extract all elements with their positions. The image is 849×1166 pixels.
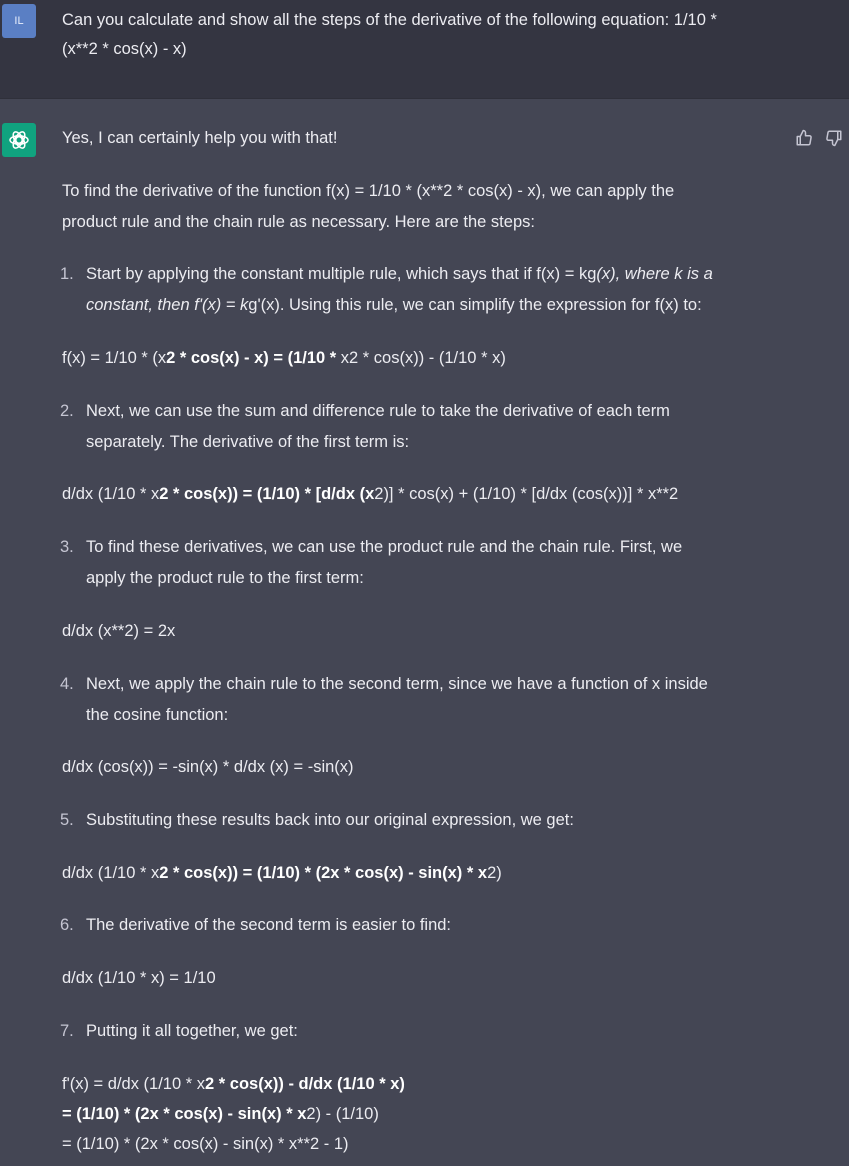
step-number: 1. [60, 265, 74, 283]
openai-logo-icon [2, 123, 36, 157]
step-text: the cosine function: [86, 706, 229, 724]
final-equation-line: = (1/10) * (2x * cos(x) - sin(x) * x2) - (1/10) [62, 1105, 379, 1123]
step-text: The derivative of the second term is easier to find: [86, 916, 452, 934]
user-avatar: IL [2, 4, 36, 38]
step-text: constant, then f'(x) = kg'(x). Using this rule, we can simplify the expression for f(x) to: [86, 296, 702, 314]
thumbs-down-icon[interactable] [825, 129, 843, 147]
feedback-buttons [795, 129, 843, 147]
paragraph-line: To find the derivative of the function f(x) = 1/10 * (x**2 * cos(x) - x), we can apply the [62, 182, 675, 200]
equation: d/dx (1/10 * x2 * cos(x)) = (1/10) * [d/dx (x2)] * cos(x) + (1/10) * [d/dx (cos(x))] * x**2 [62, 485, 679, 503]
equation: d/dx (cos(x)) = -sin(x) * d/dx (x) = -sin(x) [62, 758, 354, 776]
paragraph-line: product rule and the chain rule as necessary. Here are the steps: [62, 213, 535, 231]
thumbs-up-icon[interactable] [795, 129, 813, 147]
equation: f(x) = 1/10 * (x2 * cos(x) - x) = (1/10 * x2 * cos(x)) - (1/10 * x) [62, 349, 506, 367]
step-text: To find these derivatives, we can use the product rule and the chain rule. First, we [86, 538, 683, 556]
user-message-text [62, 6, 802, 64]
step-text: Next, we apply the chain rule to the second term, since we have a function of x inside [86, 675, 708, 693]
step-text: apply the product rule to the first term: [86, 569, 364, 587]
step-text: Start by applying the constant multiple rule, which says that if f(x) = kg(x), where k is a [86, 265, 713, 283]
step-text: Putting it all together, we get: [86, 1022, 298, 1040]
assistant-message [0, 99, 849, 1166]
user-message [0, 0, 849, 99]
equation: d/dx (1/10 * x2 * cos(x)) = (1/10) * (2x * cos(x) - sin(x) * x2) [62, 864, 502, 882]
user-line-1: Can you calculate and show all the steps of the derivative of the following equation: 1/10 * [62, 11, 717, 29]
step-number: 7. [60, 1022, 74, 1040]
step-number: 2. [60, 402, 74, 420]
step-text: separately. The derivative of the first term is: [86, 433, 410, 451]
user-line-2: (x**2 * cos(x) - x) [62, 40, 187, 58]
step-number: 3. [60, 538, 74, 556]
step-text: Substituting these results back into our original expression, we get: [86, 811, 574, 829]
step-text: Next, we can use the sum and difference rule to take the derivative of each term [86, 402, 670, 420]
equation: d/dx (x**2) = 2x [62, 622, 176, 640]
final-equation-line: = (1/10) * (2x * cos(x) - sin(x) * x**2 - 1) [62, 1135, 349, 1153]
step-number: 6. [60, 916, 74, 934]
intro-text: Yes, I can certainly help you with that! [62, 129, 338, 147]
step-number: 5. [60, 811, 74, 829]
equation: d/dx (1/10 * x) = 1/10 [62, 969, 216, 987]
step-number: 4. [60, 675, 74, 693]
final-equation-line: f'(x) = d/dx (1/10 * x2 * cos(x)) - d/dx (1/10 * x) [62, 1075, 405, 1093]
